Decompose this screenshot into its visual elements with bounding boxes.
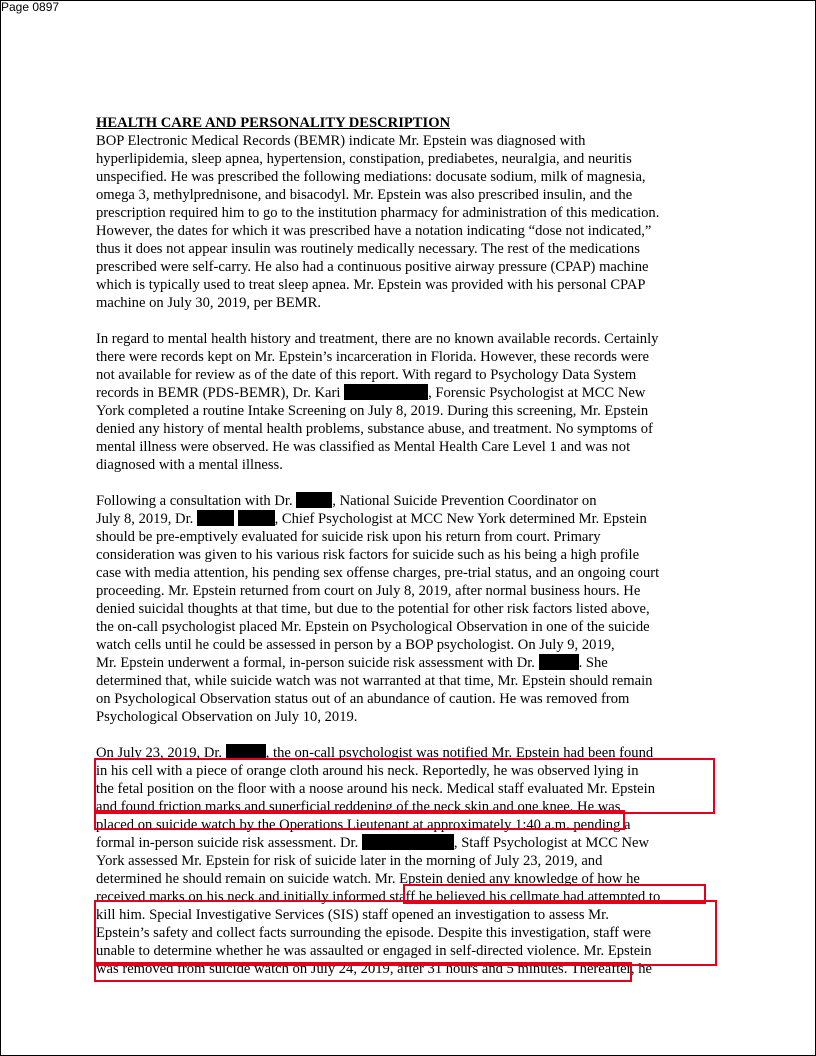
text-segment: unable to determine whether he was assaulted or engaged in self-directed violence. xyxy=(96,943,580,959)
redaction-block xyxy=(362,834,454,850)
text-line xyxy=(96,798,720,816)
text-segment: Mr. Epstein xyxy=(579,943,652,959)
text-segment: records in BEMR (PDS-BEMR), Dr. Kari xyxy=(96,385,345,401)
text-segment: Following a consultation with Dr. xyxy=(96,493,297,509)
text-line: omega 3, methylprednisone, and bisacodyl. Mr. Epstein was also prescribed insulin, and the xyxy=(96,187,633,203)
text-line: Psychological Observation on July 10, 2019. xyxy=(96,709,358,725)
text-segment: . She xyxy=(578,655,608,671)
text-line xyxy=(96,942,720,960)
text-line: prescribed were self-carry. He also had a continuous positive airway pressure (CPAP) machine xyxy=(96,259,649,275)
text-line: case with media attention, his pending sex offense charges, pre-trial status, and an ongoing court xyxy=(96,565,660,581)
text-line: However, the dates for which it was prescribed have a notation indicating “dose not indicated,” xyxy=(96,223,652,239)
paragraph-suicide-watch xyxy=(96,744,720,978)
text-segment: Mr. Epstein denied any knowledge of how he xyxy=(374,871,640,887)
text-line: kill him. Special Investigative Services (SIS) staff opened an investigation to assess Mr. xyxy=(96,907,609,923)
text-segment: determined he should remain on suicide watch. xyxy=(96,871,375,887)
text-line: mental illness were observed. He was classified as Mental Health Care Level 1 and was not xyxy=(96,439,631,455)
text-line: received marks on his neck and initially informed staff he believed his cellmate had attempted to xyxy=(96,889,661,905)
text-line: determined that, while suicide watch was not warranted at that time, Mr. Epstein should remain xyxy=(96,673,653,689)
page-number-label: Page 0897 xyxy=(1,0,60,14)
redaction-block xyxy=(197,510,234,526)
text-segment: and found friction marks and superficial reddening of the neck skin and one knee. xyxy=(96,799,574,815)
text-line: was removed from suicide watch on July 24, 2019, after 31 hours and 5 minutes. Thereafter, he xyxy=(96,961,652,977)
text-line: thus it does not appear insulin was routinely medically necessary. The rest of the medications xyxy=(96,241,640,257)
text-line: unspecified. He was prescribed the following mediations: docusate sodium, milk of magnesia, xyxy=(96,169,646,185)
text-line: the fetal position on the floor with a noose around his neck. Medical staff evaluated Mr. Epstein xyxy=(96,781,656,797)
section-heading: HEALTH CARE AND PERSONALITY DESCRIPTION xyxy=(96,115,451,131)
document-body xyxy=(96,114,720,996)
text-line: in his cell with a piece of orange cloth around his neck. Reportedly, he was observed lying in xyxy=(96,763,639,779)
text-line: denied any history of mental health problems, substance abuse, and treatment. No symptoms of xyxy=(96,421,653,437)
text-segment: On July 23, 2019, Dr. xyxy=(96,745,226,761)
text-line: In regard to mental health history and treatment, there are no known available records. Certainly xyxy=(96,331,659,347)
redaction-block xyxy=(539,654,579,670)
text-line xyxy=(96,654,720,672)
text-line: not available for review as of the date of this report. With regard to Psychology Data System xyxy=(96,367,637,383)
text-line: York completed a routine Intake Screening on July 8, 2019. During this screening, Mr. Epstein xyxy=(96,403,649,419)
text-line: Epstein’s safety and collect facts surrounding the episode. Despite this investigation, staff were xyxy=(96,925,651,941)
text-line: consideration was given to his various risk factors for suicide such as his being a high profile xyxy=(96,547,640,563)
text-line: hyperlipidemia, sleep apnea, hypertension, constipation, prediabetes, neuralgia, and neuritis xyxy=(96,151,632,167)
text-line: should be pre-emptively evaluated for suicide risk upon his return from court. Primary xyxy=(96,529,601,545)
redaction-block xyxy=(226,744,266,760)
text-line: diagnosed with a mental illness. xyxy=(96,457,283,473)
text-line: which is typically used to treat sleep apnea. Mr. Epstein was provided with his personal CPAP xyxy=(96,277,646,293)
text-line: on Psychological Observation status out of an abundance of caution. He was removed from xyxy=(96,691,630,707)
text-segment: He was xyxy=(573,799,621,815)
text-line xyxy=(96,510,720,528)
redaction-block xyxy=(296,492,332,508)
text-line xyxy=(96,834,720,852)
text-line: BOP Electronic Medical Records (BEMR) indicate Mr. Epstein was diagnosed with xyxy=(96,133,586,149)
text-line: prescription required him to go to the institution pharmacy for administration of this medication. xyxy=(96,205,660,221)
text-line: the on-call psychologist placed Mr. Epstein on Psychological Observation in one of the suicide xyxy=(96,619,650,635)
text-line: watch cells until he could be assessed in person by a BOP psychologist. On July 9, 2019, xyxy=(96,637,615,653)
paragraph-health-care xyxy=(96,132,720,312)
text-line: machine on July 30, 2019, per BEMR. xyxy=(96,295,321,311)
text-line xyxy=(96,384,720,402)
text-line: proceeding. Mr. Epstein returned from court on July 8, 2019, after normal business hours. He xyxy=(96,583,641,599)
text-segment: Mr. Epstein underwent a formal, in-person suicide risk assessment with Dr. xyxy=(96,655,539,671)
redaction-block xyxy=(344,384,428,400)
text-line xyxy=(96,870,720,888)
text-line: placed on suicide watch by the Operations Lieutenant at approximately 1:40 a.m. pending a xyxy=(96,817,631,833)
text-line: denied suicidal thoughts at that time, but due to the potential for other risk factors listed above, xyxy=(96,601,650,617)
paragraph-consultation xyxy=(96,492,720,726)
text-segment: , National Suicide Prevention Coordinator on xyxy=(332,493,597,509)
text-line: there were records kept on Mr. Epstein’s incarceration in Florida. However, these records were xyxy=(96,349,649,365)
redaction-block xyxy=(238,510,275,526)
text-line xyxy=(96,492,720,510)
text-line: York assessed Mr. Epstein for risk of suicide later in the morning of July 23, 2019, and xyxy=(96,853,603,869)
text-segment: , Chief Psychologist at MCC New York determined Mr. Epstein xyxy=(274,511,647,527)
text-line xyxy=(96,744,720,762)
text-segment: , Staff Psychologist at MCC New xyxy=(453,835,650,851)
text-segment: , the on-call psychologist was notified Mr. Epstein had been found xyxy=(265,745,654,761)
text-segment: formal in-person suicide risk assessment. Dr. xyxy=(96,835,362,851)
paragraph-mental-health xyxy=(96,330,720,474)
text-segment: July 8, 2019, Dr. xyxy=(96,511,197,527)
text-segment: , Forensic Psychologist at MCC New xyxy=(428,385,646,401)
